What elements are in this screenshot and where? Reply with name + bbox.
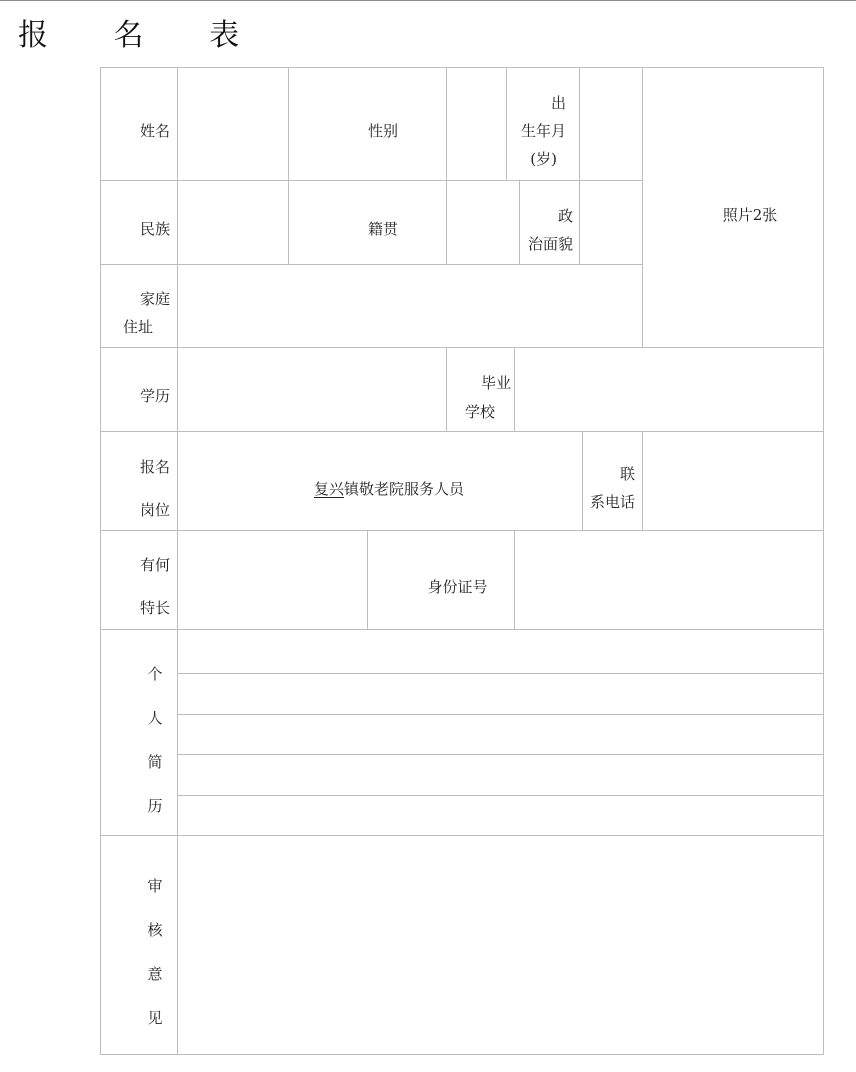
- ethnicity-label: 民族: [139, 220, 170, 238]
- political-field[interactable]: [580, 181, 642, 264]
- resume-field[interactable]: [178, 630, 823, 835]
- review-label-char: 审: [147, 877, 163, 895]
- cell-divider: [446, 347, 447, 432]
- address-label-2: 住址: [123, 318, 154, 336]
- cell-divider: [582, 431, 583, 531]
- resume-label-char: 简: [147, 753, 163, 771]
- school-label-2: 学校: [464, 403, 495, 421]
- table-border-bottom: [100, 1054, 824, 1055]
- name-field[interactable]: [178, 68, 288, 180]
- cell-divider: [367, 530, 368, 630]
- gender-label: 性别: [367, 122, 398, 140]
- address-label-1: 家庭: [139, 290, 170, 308]
- table-border-right: [823, 67, 824, 1055]
- birth-label-1: 出: [550, 94, 566, 112]
- position-value: [314, 479, 464, 499]
- name-label: 姓名: [139, 122, 170, 140]
- review-field[interactable]: [178, 836, 823, 1054]
- phone-label-1: 联: [619, 465, 635, 483]
- id-number-field[interactable]: [515, 531, 823, 629]
- page-title: 报 名 表: [18, 18, 268, 53]
- review-label-char: 见: [147, 1009, 163, 1027]
- top-rule: [0, 0, 856, 1]
- position-value-rest: 镇敬老院服务人员: [344, 480, 465, 498]
- position-value-underlined: 复兴: [314, 480, 345, 498]
- native-place-field[interactable]: [447, 181, 519, 264]
- position-label-2: 岗位: [139, 501, 170, 519]
- skills-label-2: 特长: [139, 599, 170, 617]
- cell-divider: [506, 67, 507, 181]
- gender-field[interactable]: [447, 68, 506, 180]
- review-label-char: 意: [147, 965, 163, 983]
- resume-label-char: 人: [147, 709, 163, 727]
- phone-field[interactable]: [643, 432, 823, 530]
- table-border-left: [100, 67, 101, 1055]
- position-label-1: 报名: [139, 458, 170, 476]
- birth-label-3: (岁): [530, 150, 557, 168]
- school-field[interactable]: [515, 348, 823, 431]
- resume-label-char: 个: [147, 665, 163, 683]
- photo-label: 照片2张: [722, 206, 778, 224]
- phone-label-2: 系电话: [589, 493, 635, 511]
- skills-field[interactable]: [178, 531, 367, 629]
- school-label-1: 毕业: [480, 374, 511, 392]
- address-field[interactable]: [178, 265, 642, 347]
- cell-divider: [288, 180, 289, 265]
- education-label: 学历: [139, 387, 170, 405]
- review-label-char: 核: [147, 921, 163, 939]
- cell-divider: [288, 67, 289, 181]
- id-number-label: 身份证号: [427, 578, 488, 596]
- native-place-label: 籍贯: [367, 220, 398, 238]
- skills-label-1: 有何: [139, 556, 170, 574]
- education-field[interactable]: [178, 348, 446, 431]
- resume-label-char: 历: [147, 797, 163, 815]
- ethnicity-field[interactable]: [178, 181, 288, 264]
- political-label-1: 政: [557, 207, 573, 225]
- birth-field[interactable]: [580, 68, 642, 180]
- political-label-2: 治面貌: [527, 235, 573, 253]
- birth-label-2: 生年月: [520, 122, 566, 140]
- photo-cell-divider: [642, 67, 643, 348]
